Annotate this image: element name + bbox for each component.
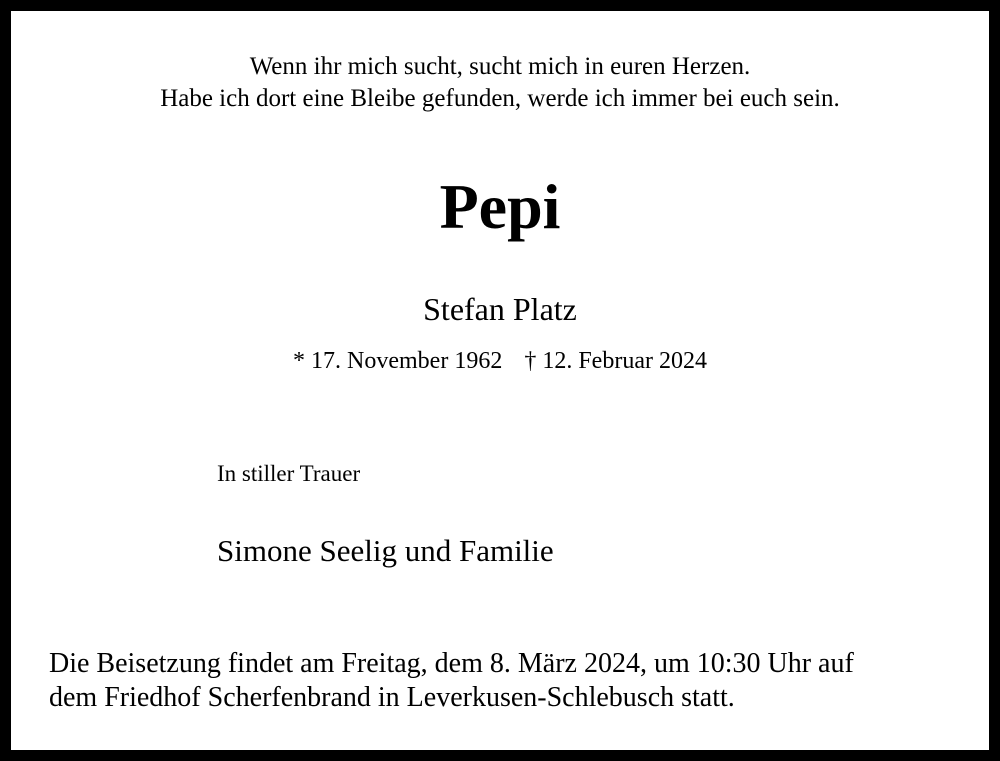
deceased-nickname: Pepi [439,171,561,242]
quote-line-2: Habe ich dort eine Bleibe gefunden, werde ich immer bei euch sein. [160,85,840,112]
death-date: † 12. Februar 2024 [524,348,707,374]
funeral-line-1: Die Beisetzung findet am Freitag, dem 8. März 2024, um 10:30 Uhr auf [49,648,854,679]
memorial-quote [11,51,989,115]
mourners-names: Simone Seelig und Familie [217,533,554,568]
mourning-label: In stiller Trauer [217,461,361,486]
funeral-info [49,647,969,715]
funeral-line-2: dem Friedhof Scherfenbrand in Leverkusen-Schlebusch statt. [49,682,735,713]
life-dates [11,345,989,377]
birth-date: * 17. November 1962 [293,348,503,374]
quote-line-1: Wenn ihr mich sucht, sucht mich in euren Herzen. [249,53,751,80]
deceased-full-name: Stefan Platz [423,291,577,327]
